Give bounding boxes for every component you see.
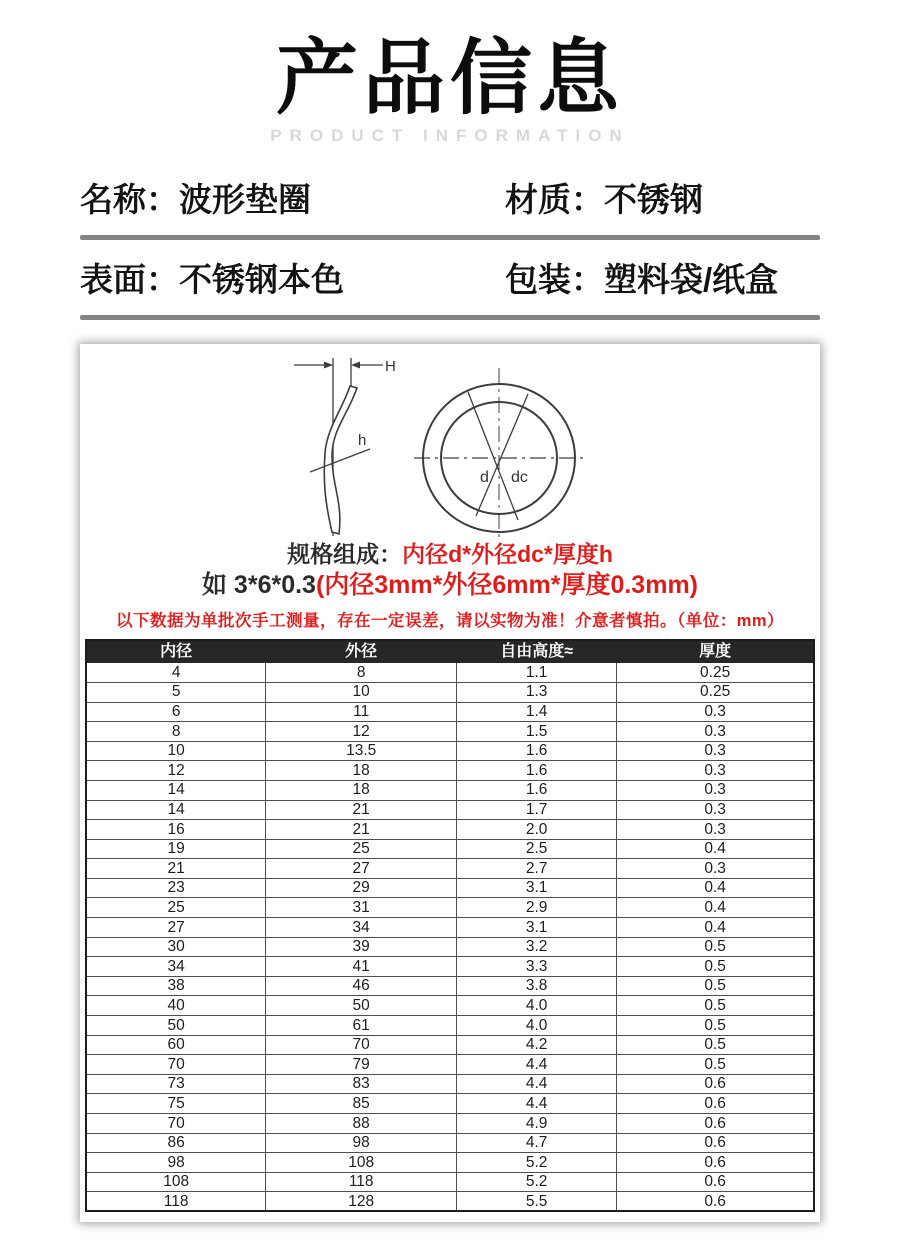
table-cell: 11 [266, 702, 457, 722]
table-cell: 75 [86, 1094, 266, 1114]
table-row [86, 976, 814, 996]
size-spec-table [85, 639, 815, 1213]
washer-front-view [414, 368, 586, 540]
table-cell: 0.6 [617, 1094, 814, 1114]
table-cell: 10 [266, 682, 457, 702]
table-cell: 12 [86, 761, 266, 781]
table-cell: 5.5 [457, 1192, 617, 1212]
table-cell: 0.3 [617, 780, 814, 800]
table-cell: 2.7 [457, 859, 617, 879]
table-cell: 21 [266, 800, 457, 820]
table-cell: 0.25 [617, 682, 814, 702]
table-cell: 70 [86, 1114, 266, 1134]
table-cell: 0.6 [617, 1133, 814, 1153]
table-cell: 40 [86, 996, 266, 1016]
table-row [86, 741, 814, 761]
table-row [86, 918, 814, 938]
spec-example-detail: (内径3mm*外径6mm*厚度0.3mm) [315, 570, 698, 599]
attr-name [80, 174, 505, 221]
table-row [86, 1133, 814, 1153]
table-row [86, 1172, 814, 1192]
table-cell: 108 [266, 1153, 457, 1173]
table-row [86, 1055, 814, 1075]
table-cell: 4.7 [457, 1133, 617, 1153]
table-row [86, 839, 814, 859]
diagram-label-H: H [385, 358, 396, 376]
table-cell: 16 [86, 820, 266, 840]
table-cell: 30 [86, 937, 266, 957]
spec-composition-formula: 内径d*外径dc*厚度h [402, 541, 613, 568]
table-cell: 0.5 [617, 1016, 814, 1036]
table-row [86, 800, 814, 820]
table-cell: 4 [86, 663, 266, 683]
table-cell: 31 [266, 898, 457, 918]
table-cell: 3.3 [457, 957, 617, 977]
table-cell: 34 [86, 957, 266, 977]
table-cell: 14 [86, 780, 266, 800]
table-row [86, 820, 814, 840]
table-cell: 79 [266, 1055, 457, 1075]
attr-packaging [505, 254, 820, 301]
table-cell: 98 [86, 1153, 266, 1173]
spec-example-line [80, 570, 820, 600]
table-row [86, 702, 814, 722]
attr-surface-label: 表面： [80, 260, 179, 298]
table-cell: 25 [86, 898, 266, 918]
table-cell: 0.4 [617, 839, 814, 859]
table-row [86, 878, 814, 898]
table-cell: 0.6 [617, 1153, 814, 1173]
table-cell: 0.5 [617, 1055, 814, 1075]
divider-line-2 [80, 315, 820, 320]
table-cell: 23 [86, 878, 266, 898]
table-cell: 0.3 [617, 859, 814, 879]
table-cell: 27 [86, 918, 266, 938]
table-row [86, 780, 814, 800]
measurement-disclaimer: 以下数据为单批次手工测量，存在一定误差，请以实物为准！介意者慎拍。（单位：mm） [115, 611, 785, 630]
table-cell: 0.3 [617, 800, 814, 820]
table-cell: 4.4 [457, 1055, 617, 1075]
attr-material-label: 材质： [505, 180, 604, 218]
table-cell: 4.0 [457, 996, 617, 1016]
table-row [86, 1153, 814, 1173]
table-cell: 1.6 [457, 761, 617, 781]
table-cell: 1.4 [457, 702, 617, 722]
table-cell: 13.5 [266, 741, 457, 761]
table-cell: 0.5 [617, 937, 814, 957]
table-row [86, 1094, 814, 1114]
diagram-label-h: h [358, 432, 367, 450]
table-cell: 0.5 [617, 996, 814, 1016]
table-cell: 73 [86, 1074, 266, 1094]
table-cell: 0.4 [617, 878, 814, 898]
table-cell: 50 [266, 996, 457, 1016]
table-cell: 4.0 [457, 1016, 617, 1036]
table-body [86, 663, 814, 1212]
table-cell: 1.5 [457, 722, 617, 742]
table-cell: 3.1 [457, 918, 617, 938]
table-cell: 8 [86, 722, 266, 742]
table-row [86, 682, 814, 702]
attr-packaging-label: 包装： [505, 260, 604, 298]
table-cell: 3.8 [457, 976, 617, 996]
table-row [86, 722, 814, 742]
table-cell: 10 [86, 741, 266, 761]
table-cell: 86 [86, 1133, 266, 1153]
attr-surface [80, 254, 505, 301]
table-cell: 5.2 [457, 1172, 617, 1192]
spec-example-prefix: 如 3*6*0.3 [201, 570, 316, 599]
table-cell: 0.5 [617, 957, 814, 977]
table-cell: 2.9 [457, 898, 617, 918]
table-cell: 21 [86, 859, 266, 879]
table-cell: 25 [266, 839, 457, 859]
table-cell: 19 [86, 839, 266, 859]
table-cell: 0.6 [617, 1114, 814, 1134]
table-row [86, 937, 814, 957]
table-row [86, 859, 814, 879]
spec-card [80, 344, 820, 1222]
table-cell: 0.5 [617, 976, 814, 996]
table-row [86, 1114, 814, 1134]
table-cell: 61 [266, 1016, 457, 1036]
table-cell: 0.5 [617, 1035, 814, 1055]
table-row [86, 1074, 814, 1094]
table-cell: 21 [266, 820, 457, 840]
table-cell: 88 [266, 1114, 457, 1134]
table-cell: 108 [86, 1172, 266, 1192]
table-cell: 18 [266, 761, 457, 781]
table-cell: 46 [266, 976, 457, 996]
table-cell: 18 [266, 780, 457, 800]
table-cell: 1.6 [457, 780, 617, 800]
table-row [86, 898, 814, 918]
attributes-section [80, 174, 820, 320]
table-cell: 0.6 [617, 1172, 814, 1192]
attr-name-label: 名称： [80, 180, 179, 218]
table-header-row [86, 640, 814, 663]
attr-material-value: 不锈钢 [604, 180, 703, 218]
table-cell: 70 [266, 1035, 457, 1055]
table-row [86, 1192, 814, 1212]
table-cell: 0.3 [617, 741, 814, 761]
table-cell: 39 [266, 937, 457, 957]
attr-packaging-value: 塑料袋/纸盒 [604, 260, 779, 298]
table-cell: 41 [266, 957, 457, 977]
col-header-inner-diameter: 内径 [86, 640, 266, 663]
table-cell: 0.6 [617, 1192, 814, 1212]
table-cell: 4.9 [457, 1114, 617, 1134]
table-cell: 0.6 [617, 1074, 814, 1094]
table-cell: 3.2 [457, 937, 617, 957]
table-cell: 85 [266, 1094, 457, 1114]
table-row [86, 1016, 814, 1036]
table-cell: 0.3 [617, 820, 814, 840]
table-cell: 0.3 [617, 761, 814, 781]
washer-technical-drawing [80, 350, 820, 540]
diagram-label-dc: dc [511, 469, 528, 487]
table-cell: 38 [86, 976, 266, 996]
table-row [86, 663, 814, 683]
table-cell: 1.1 [457, 663, 617, 683]
col-header-free-height: 自由高度≈ [457, 640, 617, 663]
table-cell: 0.4 [617, 918, 814, 938]
table-cell: 27 [266, 859, 457, 879]
page-title: 产品信息 [275, 33, 624, 124]
table-cell: 4.4 [457, 1094, 617, 1114]
spec-composition-label: 规格组成： [287, 541, 403, 568]
table-cell: 118 [266, 1172, 457, 1192]
table-cell: 5 [86, 682, 266, 702]
table-cell: 3.1 [457, 878, 617, 898]
table-cell: 4.4 [457, 1074, 617, 1094]
table-cell: 118 [86, 1192, 266, 1212]
table-cell: 0.25 [617, 663, 814, 683]
table-row [86, 761, 814, 781]
col-header-thickness: 厚度 [617, 640, 814, 663]
table-cell: 1.3 [457, 682, 617, 702]
table-cell: 50 [86, 1016, 266, 1036]
table-cell: 70 [86, 1055, 266, 1075]
table-cell: 60 [86, 1035, 266, 1055]
table-cell: 1.7 [457, 800, 617, 820]
table-cell: 29 [266, 878, 457, 898]
table-cell: 98 [266, 1133, 457, 1153]
table-row [86, 1035, 814, 1055]
table-cell: 14 [86, 800, 266, 820]
diagram-label-d: d [480, 469, 489, 487]
table-cell: 2.5 [457, 839, 617, 859]
table-cell: 83 [266, 1074, 457, 1094]
spec-composition-line [80, 540, 820, 569]
attr-name-value: 波形垫圈 [179, 180, 311, 218]
table-cell: 34 [266, 918, 457, 938]
page-subtitle: PRODUCT INFORMATION [270, 126, 630, 146]
table-row [86, 996, 814, 1016]
table-cell: 12 [266, 722, 457, 742]
table-cell: 4.2 [457, 1035, 617, 1055]
attr-surface-value: 不锈钢本色 [179, 260, 344, 298]
washer-side-view [294, 358, 383, 536]
table-cell: 0.3 [617, 702, 814, 722]
table-cell: 1.6 [457, 741, 617, 761]
col-header-outer-diameter: 外径 [266, 640, 457, 663]
table-cell: 6 [86, 702, 266, 722]
table-cell: 128 [266, 1192, 457, 1212]
table-cell: 0.4 [617, 898, 814, 918]
divider-line-1 [80, 235, 820, 240]
attribute-row-2 [80, 254, 820, 300]
attribute-row-1 [80, 174, 820, 220]
table-row [86, 957, 814, 977]
table-cell: 2.0 [457, 820, 617, 840]
table-cell: 5.2 [457, 1153, 617, 1173]
attr-material [505, 174, 820, 221]
table-cell: 8 [266, 663, 457, 683]
table-cell: 0.3 [617, 722, 814, 742]
